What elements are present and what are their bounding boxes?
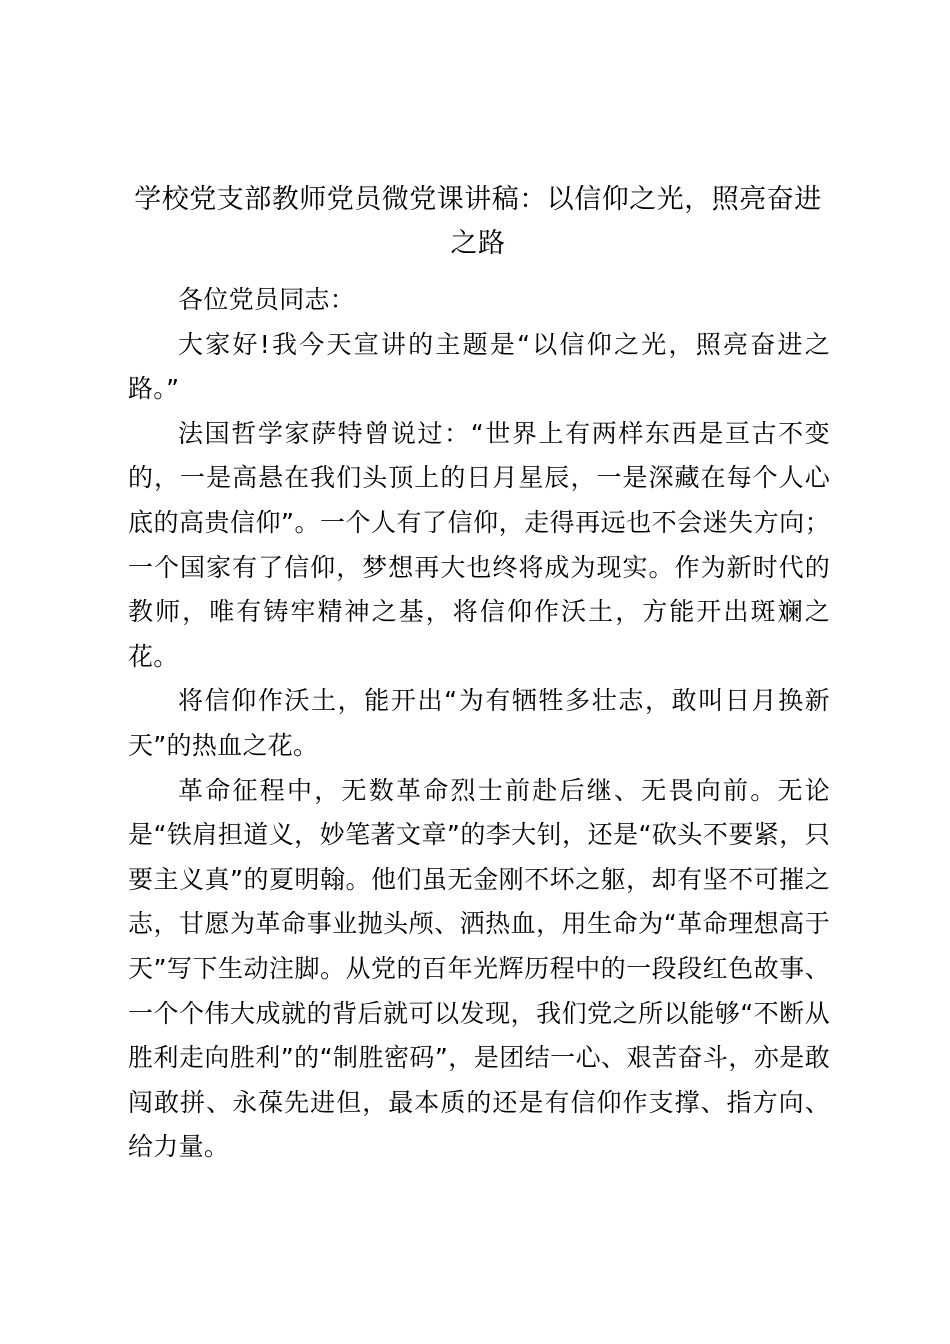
paragraph-topic: 大家好!我今天宣讲的主题是“以信仰之光，照亮奋进之路。” bbox=[128, 329, 830, 404]
paragraph-greeting: 各位党员同志： bbox=[178, 285, 356, 314]
paragraph-revolution: 革命征程中，无数革命烈士前赴后继、无畏向前。无论是“铁肩担道义，妙笔著文章”的李大钊，还是“砍头不要紧，只要主义真”的夏明翰。他们虽无金刚不坏之躯，却有坚不可摧之志，甘愿为革命事业抛头颅、洒热血，用生命为“革命理想高于天”写下生动注脚。从党的百年光辉历程中的一段段红色故事、一个个伟大成就的背后就可以发现，我们党之所以能够“不断从胜利走向胜利”的“制胜密码”，是团结一心、艰苦奋斗，亦是敢闯敢拼、永葆先进但，最本质的还是有信仰作支撑、指方向、给力量。 bbox=[128, 775, 830, 1162]
paragraph-sartre-quote: 法国哲学家萨特曾说过：“世界上有两样东西是亘古不变的，一是高悬在我们头顶上的日月星辰，一是深藏在每个人心底的高贵信仰”。一个人有了信仰，走得再远也不会迷失方向；一个国家有了信仰，梦想再大也终将成为现实。作为新时代的教师，唯有铸牢精神之基，将信仰作沃土，方能开出斑斓之花。 bbox=[128, 418, 830, 671]
paragraph-heading-flower: 将信仰作沃土，能开出“为有牺牲多壮志，敢叫日月换新天”的热血之花。 bbox=[128, 686, 830, 760]
document-title: 学校党支部教师党员微党课讲稿：以信仰之光，照亮奋进之路 bbox=[134, 184, 822, 259]
document-body bbox=[128, 278, 830, 1170]
